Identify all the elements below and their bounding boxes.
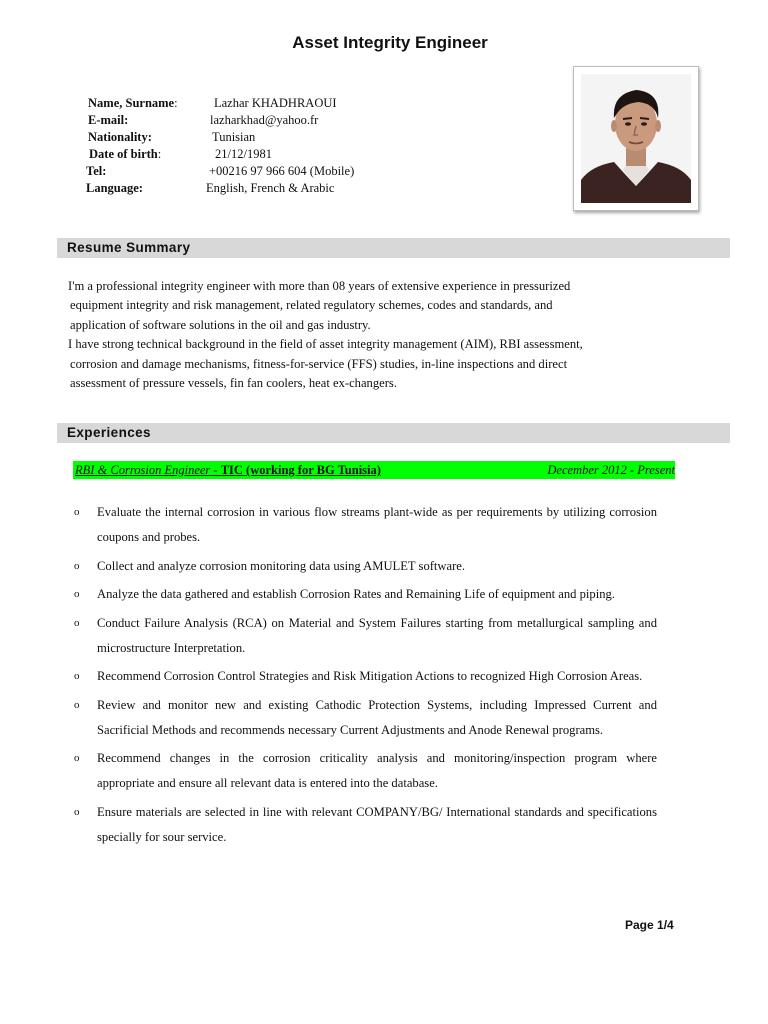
- email-label: E-mail:: [88, 113, 129, 127]
- language-value: English, French & Arabic: [206, 181, 335, 195]
- nationality-label: Nationality:: [88, 130, 152, 144]
- list-item: o Recommend Corrosion Control Strategies and Risk Mitigation Actions to recognized High Corrosion Areas.: [73, 664, 657, 689]
- bullet-mark: o: [74, 752, 80, 764]
- list-item: o Recommend changes in the corrosion criticality analysis and monitoring/inspection program where appropriate and ensure all relevant data is entered into the database.: [73, 746, 657, 796]
- job-company: TIC (working for BG Tunisia): [220, 463, 381, 477]
- language-label: Language:: [86, 181, 143, 195]
- bullet-mark: o: [74, 588, 80, 600]
- bullet-mark: o: [74, 805, 80, 818]
- bullet-mark: o: [74, 670, 80, 682]
- bullet-mark: o: [74, 559, 80, 572]
- dob-label: Date of birth:: [89, 147, 162, 161]
- experiences-heading: Experiences: [57, 423, 730, 443]
- nationality-value: Tunisian: [212, 130, 256, 144]
- resume-summary-text: [68, 277, 708, 393]
- job-role: RBI & Corrosion Engineer -: [75, 463, 221, 477]
- tel-label: Tel:: [86, 164, 107, 178]
- job-dates: December 2012 - Present: [547, 463, 675, 477]
- name-label: Name, Surname:: [88, 96, 178, 110]
- bullet-mark: o: [74, 698, 80, 711]
- summary-line: I have strong technical background in the field of asset integrity management (AIM), RBI assessment,: [68, 337, 583, 352]
- list-item: o Conduct Failure Analysis (RCA) on Material and System Failures starting from metallurgical sampling and microstructure Interpretation.: [73, 611, 657, 661]
- name-value: Lazhar KHADHRAOUI: [214, 96, 337, 110]
- summary-line: equipment integrity and risk management, related regulatory schemes, codes and standards, and: [70, 298, 553, 313]
- bullet-mark: o: [74, 506, 80, 518]
- summary-line: corrosion and damage mechanisms, fitness-for-service (FFS) studies, in-line inspections and direct: [70, 356, 568, 371]
- summary-line: application of software solutions in the oil and gas industry.: [70, 317, 371, 332]
- page-number: Page 1/4: [625, 918, 674, 932]
- document-title: Asset Integrity Engineer: [292, 33, 488, 52]
- experience-bullets: [73, 500, 657, 853]
- list-item: o Analyze the data gathered and establish Corrosion Rates and Remaining Life of equipment and piping.: [73, 582, 657, 607]
- tel-value: +00216 97 966 604 (Mobile): [209, 164, 355, 178]
- bullet-mark: o: [74, 616, 80, 629]
- list-item: o Ensure materials are selected in line with relevant COMPANY/BG/ International standards and specifications specially for sour service.: [73, 800, 657, 850]
- email-value: lazharkhad@yahoo.fr: [210, 113, 319, 127]
- list-item: o Evaluate the internal corrosion in various flow streams plant-wide as per requirements by utilizing corrosion coupons and probes.: [73, 500, 657, 550]
- list-item: o Review and monitor new and existing Cathodic Protection Systems, including Impressed Current and Sacrificial Methods and recommends necessary Current Adjustments and Anode Renewal programs.: [73, 693, 657, 743]
- profile-photo: [573, 66, 699, 211]
- summary-line: I'm a professional integrity engineer with more than 08 years of extensive experience in pressurized: [68, 279, 571, 293]
- dob-value: 21/12/1981: [215, 147, 272, 161]
- summary-line: assessment of pressure vessels, fin fan coolers, heat ex-changers.: [70, 376, 397, 391]
- portrait-image: [581, 74, 691, 203]
- resume-summary-heading: Resume Summary: [57, 238, 730, 258]
- job-title-bar: [73, 461, 675, 479]
- list-item: o Collect and analyze corrosion monitoring data using AMULET software.: [73, 554, 657, 579]
